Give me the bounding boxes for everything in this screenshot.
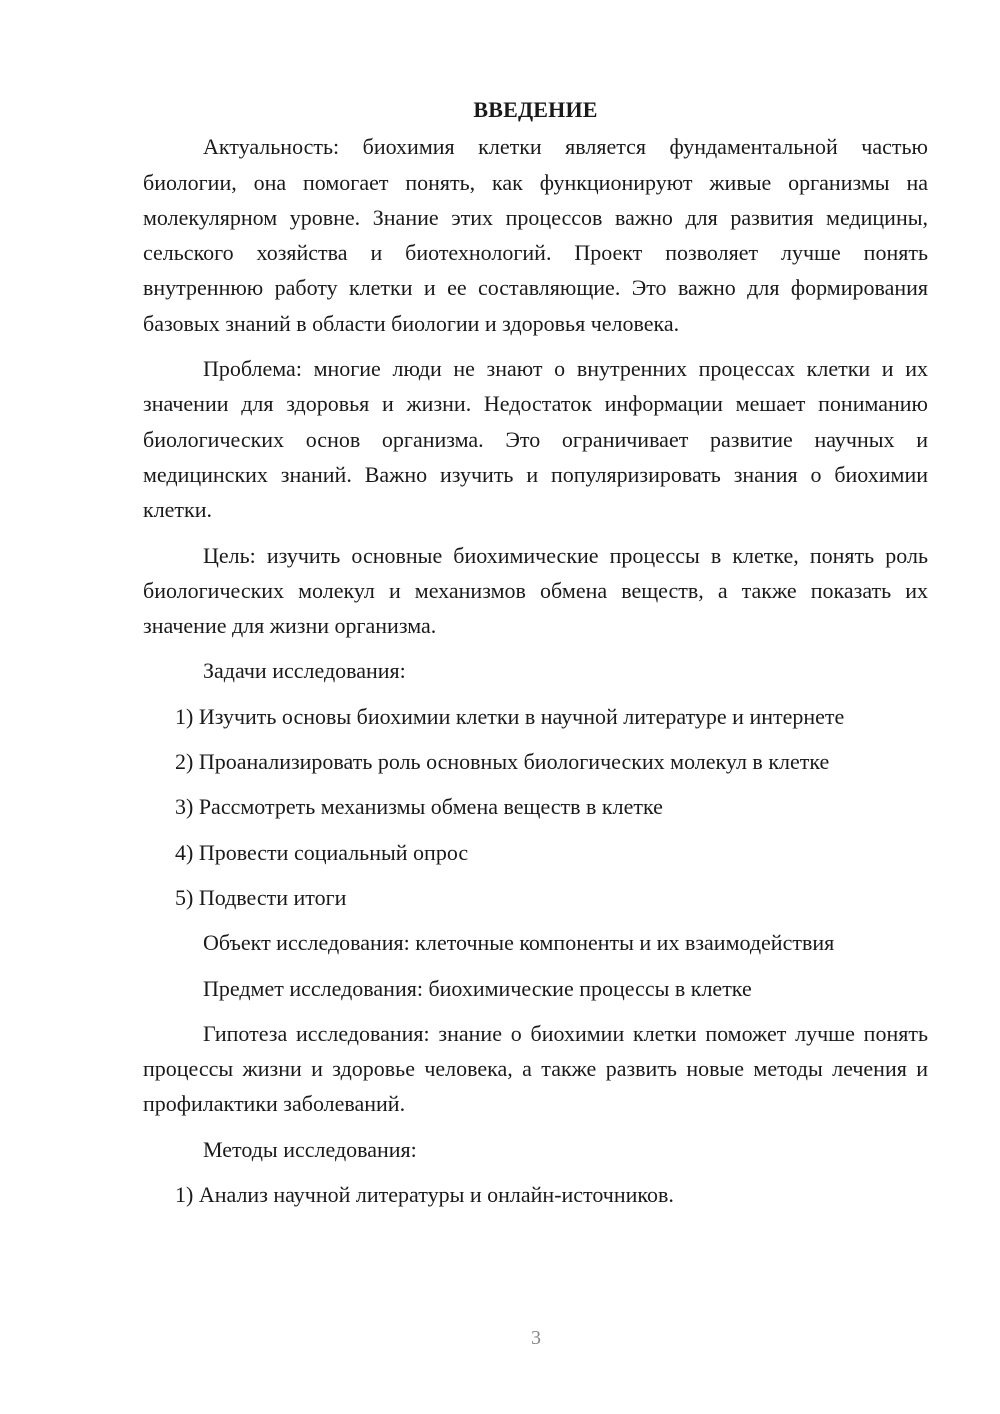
- tasks-heading: Задачи исследования:: [203, 658, 406, 684]
- research-object: Объект исследования: клеточные компоненты и их взаимодействия: [203, 930, 835, 956]
- task-item-4: 4) Провести социальный опрос: [175, 839, 469, 865]
- task-item-3: 3) Рассмотреть механизмы обмена веществ в клетке: [175, 794, 663, 820]
- hypothesis-paragraph: Гипотеза исследования: знание о биохимии клетки поможет лучше понять процессы жизни и здоровье человека, а также развить новые методы лечения и профилактики заболеваний.: [143, 1020, 928, 1117]
- problem-paragraph: Проблема: многие люди не знают о внутренних процессах клетки и их значении для здоровья и жизни. Недостаток информации мешает пониманию биологических основ организма. Это ограничивает развитие научных и медицинских знаний. Важно изучить и популяризировать знания о биохимии клетки.: [143, 356, 928, 523]
- task-item-1: 1) Изучить основы биохимии клетки в научной литературе и интернете: [175, 703, 845, 729]
- methods-heading: Методы исследования:: [203, 1136, 417, 1162]
- page-number: 3: [531, 1327, 541, 1349]
- task-item-2: 2) Проанализировать роль основных биологических молекул в клетке: [175, 749, 830, 775]
- page-title: ВВЕДЕНИЕ: [473, 97, 598, 122]
- relevance-paragraph: Актуальность: биохимия клетки является фундаментальной частью биологии, она помогает понять, как функционируют живые организмы на молекулярном уровне. Знание этих процессов важно для развития медицины, сельского хозяйства и биотехнологий. Проект позволяет лучше понять внутреннюю работу клетки и ее составляющие. Это важно для формирования базовых знаний в области биологии и здоровья человека.: [143, 134, 928, 336]
- method-item-1: 1) Анализ научной литературы и онлайн-источников.: [175, 1182, 674, 1208]
- page-content: [143, 92, 928, 1222]
- task-item-5: 5) Подвести итоги: [175, 884, 347, 910]
- goal-paragraph: Цель: изучить основные биохимические процессы в клетке, понять роль биологических молекул и механизмов обмена веществ, а также показать их значение для жизни организма.: [143, 542, 928, 639]
- research-subject: Предмет исследования: биохимические процессы в клетке: [203, 975, 752, 1001]
